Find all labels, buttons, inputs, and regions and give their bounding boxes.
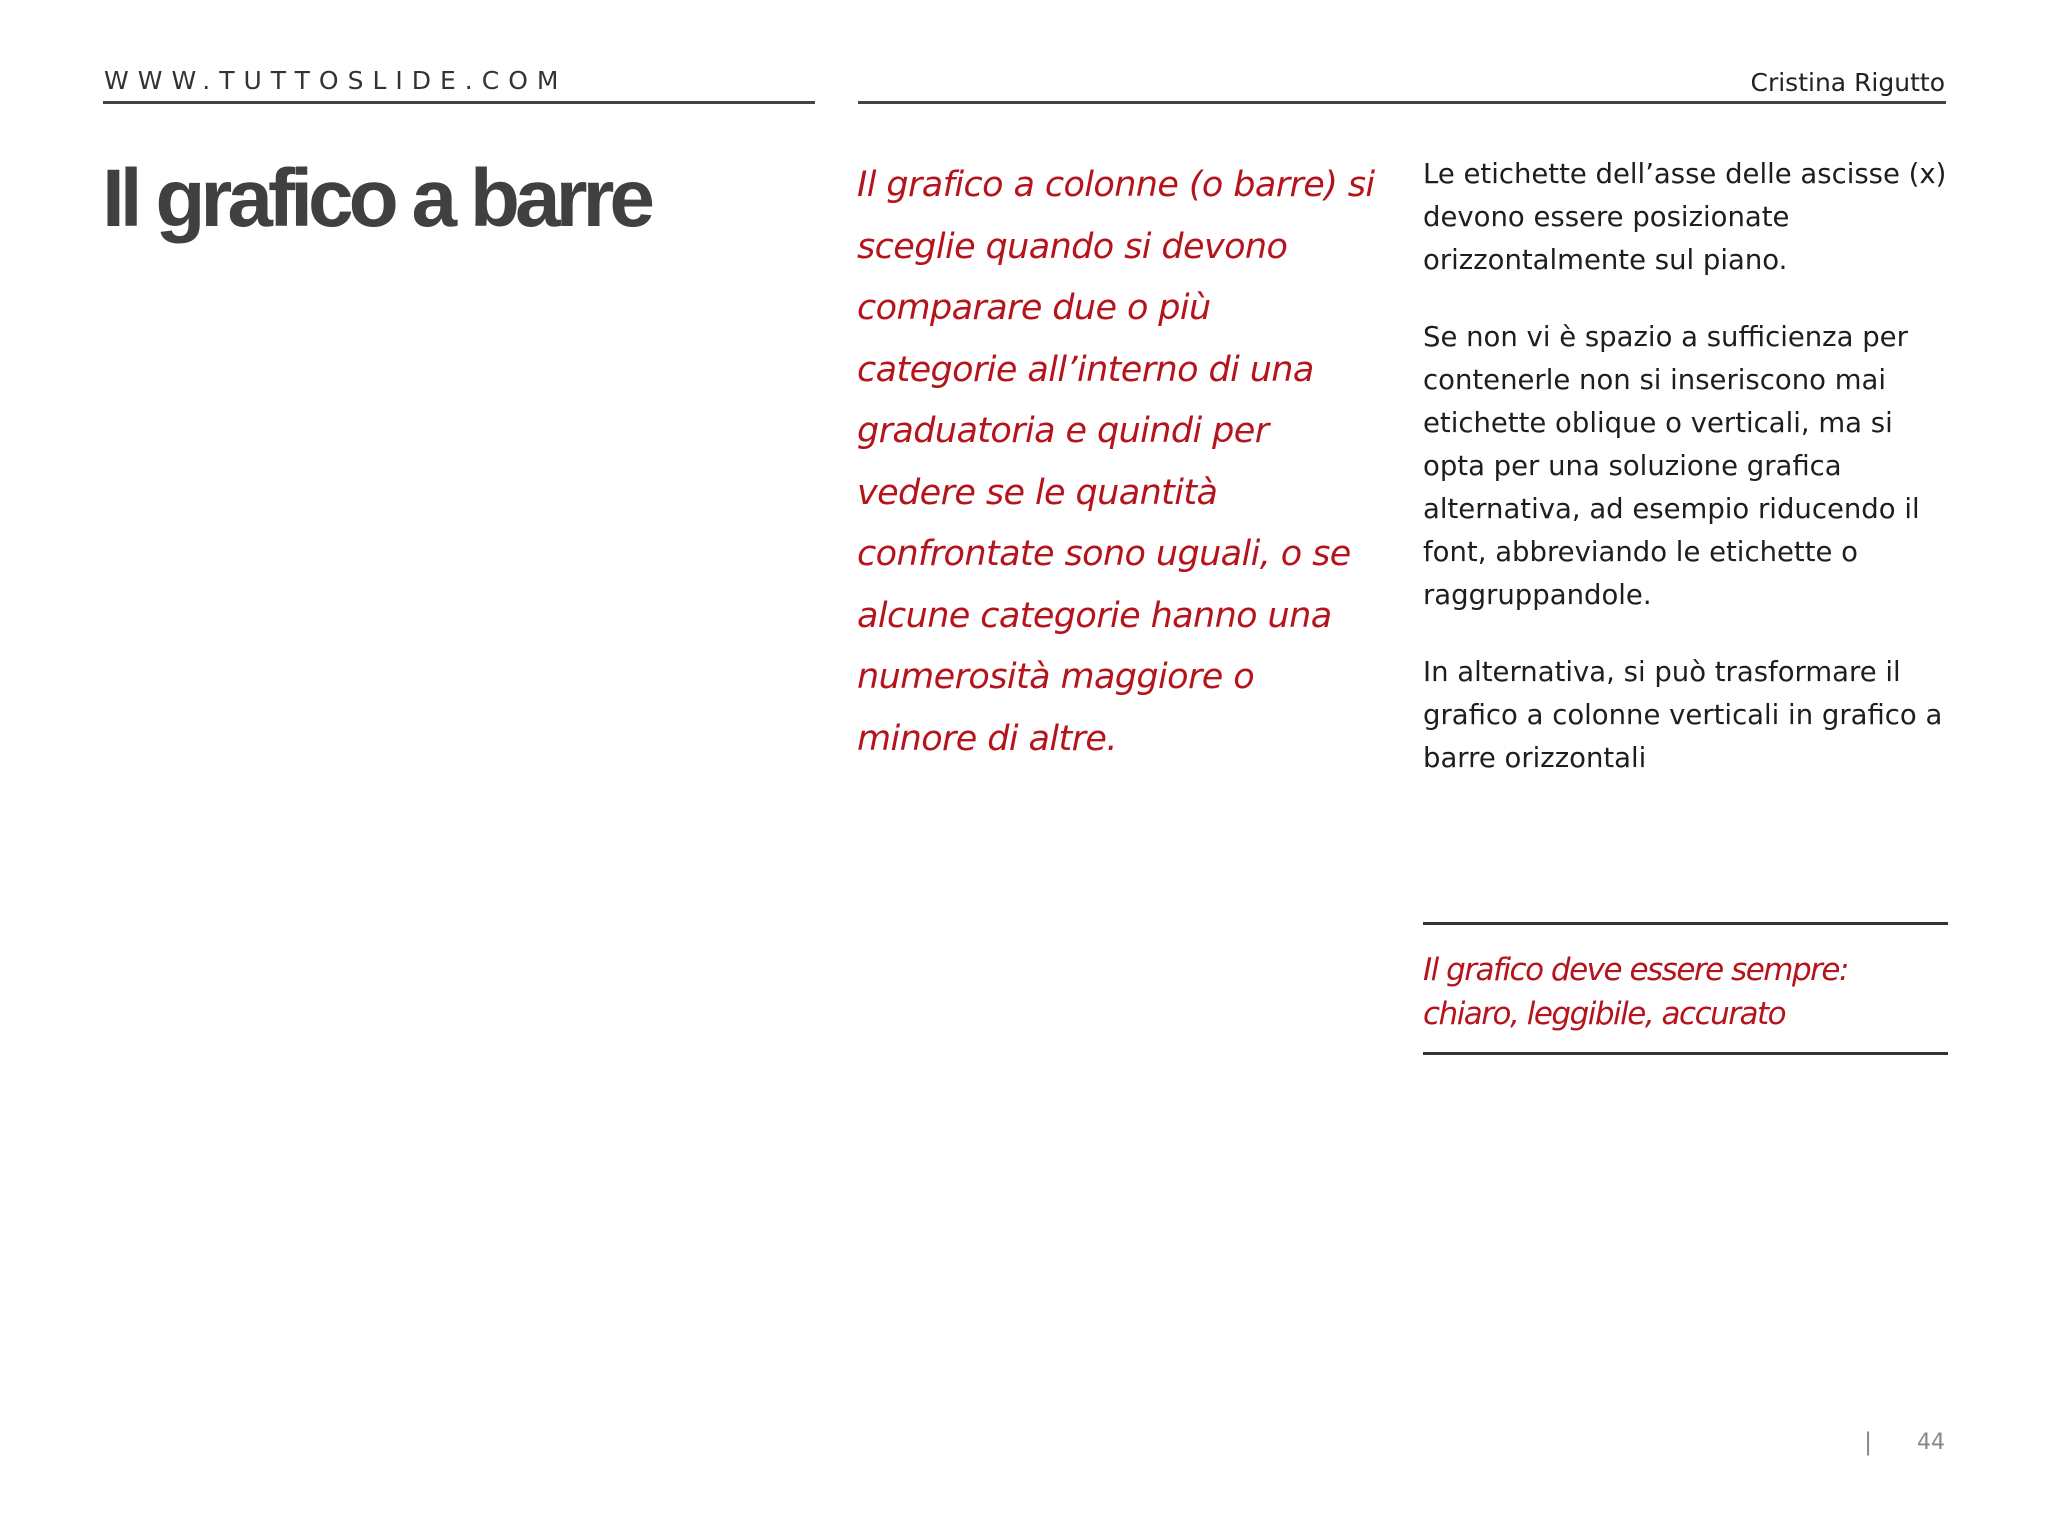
header-rule-left: [103, 101, 815, 104]
page-title: Il grafico a barre: [102, 153, 651, 244]
page-number: 44: [1917, 1430, 1945, 1455]
body-text-column: [1423, 153, 1953, 814]
body-paragraph: Se non vi è spazio a sufficienza per contenerle non si inseriscono mai etichette oblique o verticali, ma si opta per una soluzione grafica alternativa, ad esempio riducendo il font, abbreviando le etichette o raggruppandole.: [1423, 321, 1920, 611]
author-name: Cristina Rigutto: [1750, 68, 1945, 97]
callout-rule-top: [1423, 922, 1948, 925]
site-url: WWW.TUTTOSLIDE.COM: [104, 66, 568, 95]
callout-text: Il grafico deve essere sempre: chiaro, leggibile, accurato: [1423, 952, 1848, 1032]
body-paragraph: In alternativa, si può trasformare il grafico a colonne verticali in grafico a barre orizzontali: [1423, 656, 1943, 774]
body-paragraph: Le etichette dell’asse delle ascisse (x) devono essere posizionate orizzontalmente sul piano.: [1423, 158, 1947, 276]
header-rule-right: [858, 101, 1946, 104]
page-number-separator: |: [1864, 1428, 1873, 1456]
callout-rule-bottom: [1423, 1052, 1948, 1055]
lead-quote: Il grafico a colonne (o barre) si sceglie quando si devono comparare due o più categorie all’interno di una graduatoria e quindi per vedere se le quantità confrontate sono uguali, o se alcune categorie hanno una numerosità maggiore o minore di altre.: [857, 165, 1375, 759]
